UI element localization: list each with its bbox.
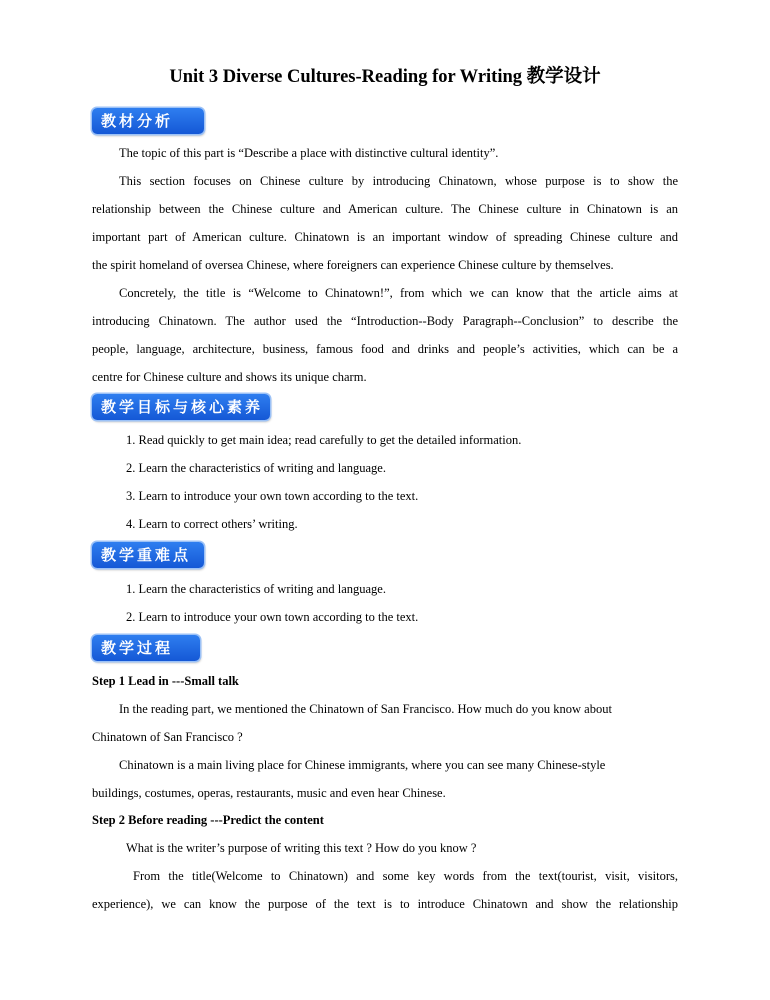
analysis-line: centre for Chinese culture and shows its unique charm. xyxy=(92,370,367,384)
analysis-line: people, language, architecture, business, famous food and drinks and people’s activities, which can be a xyxy=(92,342,678,356)
objective-item: 2. Learn the characteristics of writing and language. xyxy=(126,461,386,475)
analysis-line: introducing Chinatown. The author used the “Introduction--Body Paragraph--Conclusion” to describe the xyxy=(92,314,678,328)
analysis-line: the spirit homeland of oversea Chinese, where foreigners can experience Chinese culture by themselves. xyxy=(92,258,614,272)
section-heading-process: 教学过程 xyxy=(92,635,200,661)
analysis-line: The topic of this part is “Describe a place with distinctive cultural identity”. xyxy=(119,146,499,160)
objective-item: 3. Learn to introduce your own town according to the text. xyxy=(126,489,419,503)
analysis-line: Concretely, the title is “Welcome to Chinatown!”, from which we can know that the article aims at xyxy=(119,286,678,300)
step-line: From the title(Welcome to Chinatown) and some key words from the text(tourist, visit, visitors, xyxy=(133,869,678,883)
step-line: What is the writer’s purpose of writing this text ? How do you know ? xyxy=(126,841,477,855)
step-title: Step 1 Lead in ---Small talk xyxy=(92,674,239,688)
section-heading-key-points: 教学重难点 xyxy=(92,542,204,568)
step-line: experience), we can know the purpose of the text is to introduce Chinatown and show the relationship xyxy=(92,897,678,911)
step-line: Chinatown is a main living place for Chinese immigrants, where you can see many Chinese-style xyxy=(119,758,606,772)
key-point-item: 1. Learn the characteristics of writing and language. xyxy=(126,582,386,596)
step-line: In the reading part, we mentioned the Chinatown of San Francisco. How much do you know about xyxy=(119,702,612,716)
objective-item: 1. Read quickly to get main idea; read carefully to get the detailed information. xyxy=(126,433,522,447)
objective-item: 4. Learn to correct others’ writing. xyxy=(126,517,298,531)
section-heading-objectives: 教学目标与核心素养 xyxy=(92,394,270,420)
section-heading-analysis: 教材分析 xyxy=(92,108,204,134)
step-line: Chinatown of San Francisco ? xyxy=(92,730,243,744)
step-title: Step 2 Before reading ---Predict the content xyxy=(92,813,324,827)
document-title: Unit 3 Diverse Cultures-Reading for Writing 教学设计 xyxy=(169,67,601,87)
analysis-line: This section focuses on Chinese culture by introducing Chinatown, whose purpose is to show the xyxy=(119,174,678,188)
key-point-item: 2. Learn to introduce your own town according to the text. xyxy=(126,610,419,624)
analysis-line: relationship between the Chinese culture and American culture. The Chinese culture in Chinatown is an xyxy=(92,202,678,216)
analysis-line: important part of American culture. Chinatown is an important window of spreading Chinese culture and xyxy=(92,230,678,244)
step-line: buildings, costumes, operas, restaurants, music and even hear Chinese. xyxy=(92,786,446,800)
